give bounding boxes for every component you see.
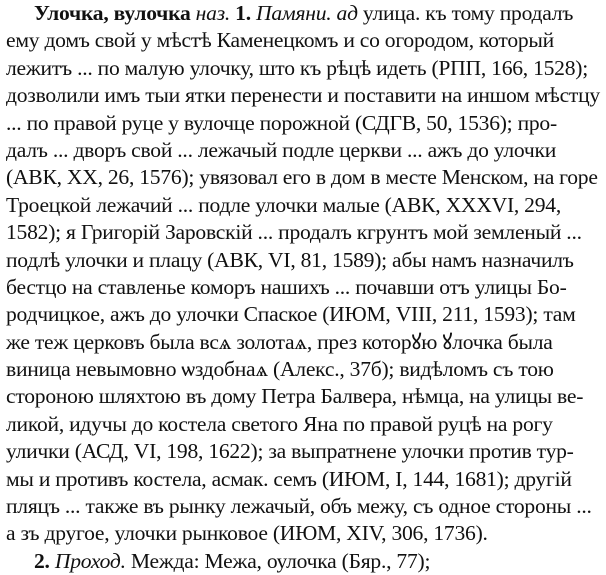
entry-line	[6, 274, 602, 301]
entry-line	[6, 466, 602, 493]
entry-text: виница невымовно ѡздобнаѧ (Алекс., 37б); видѣломъ съ тою	[6, 357, 554, 382]
entry-text: наз.	[190, 1, 236, 25]
entry-text: 1.	[235, 1, 257, 25]
entry-text: Троецкой лежачий ... подле улочки малые (АВК, XXXVI, 294,	[6, 192, 561, 217]
entry-line	[6, 247, 602, 274]
entry-text: (АВК, XX, 26, 1576); увязовал его в дом в месте Менском, на горе	[6, 165, 598, 190]
entry-text: ... по правой руце у вулочце порожной (СДГВ, 50, 1536); про-	[6, 110, 557, 135]
entry-line	[6, 438, 602, 465]
entry-line	[6, 301, 602, 328]
entry-text: улица. къ тому продалъ	[357, 1, 574, 25]
entry-line	[6, 164, 602, 191]
entry-line	[6, 137, 602, 164]
entry-line	[6, 383, 602, 410]
entry-line	[6, 82, 602, 109]
entry-line	[6, 27, 602, 54]
entry-line	[6, 356, 602, 383]
entry-line	[6, 329, 602, 356]
entry-line	[6, 411, 602, 438]
entry-text: а зъ другое, улочки рынковое (ИЮМ, XIV, 306, 1736).	[6, 521, 488, 546]
entry-line	[6, 55, 602, 82]
entry-line	[6, 493, 602, 520]
entry-text: подлѣ улочки и плацу (АВК, VI, 81, 1589); абы намъ назначилъ	[6, 247, 574, 272]
entry-line	[6, 219, 602, 246]
entry-text: лежитъ ... по малую улочку, што къ рѣцѣ идеть (РПП, 166, 1528);	[6, 55, 588, 80]
entry-text: дозволили имъ тыи ятки перенести и поставити на иншом мѣстцу	[6, 83, 600, 108]
entry-text: пляцъ ... также въ рынку лежачый, объ межу, съ одное стороны ...	[6, 494, 592, 519]
entry-text: мы и противъ костела, асмак. семъ (ИЮМ, I, 144, 1681); другій	[6, 466, 572, 491]
entry-text: же теж церковъ была всѧ золотаѧ, през которꙋю ꙋлочка была	[6, 329, 553, 354]
entry-text: Межда: Межа, оулочка (Бяр., 77);	[125, 548, 431, 573]
entry-text: Улочка, вулочка	[34, 1, 191, 25]
entry-text: ему домъ свой у мѣстѣ Каменецкомъ и со огородом, который	[6, 28, 554, 53]
entry-text: стороною шляхтою въ дому Петра Балвера, нѣмца, на улицы ве-	[6, 384, 584, 409]
entry-line	[6, 0, 602, 27]
entry-text: улички (АСД, VI, 198, 1622); за выпратнене улочки против тур-	[6, 439, 574, 464]
entry-text: далъ ... дворъ свой ... лежачый подле церкви ... ажъ до улочки	[6, 137, 557, 162]
entry-line	[6, 192, 602, 219]
entry-text: 2.	[34, 548, 55, 573]
entry-text: ликой, идучы до костела светого Яна по правой руцѣ на рогу	[6, 411, 553, 436]
entry-line	[6, 548, 602, 575]
entry-text: Проход.	[54, 548, 126, 573]
entry-text: Памяни. ад	[256, 1, 358, 25]
entry-text: бестцо на ставленье коморъ нашихъ ... почавши отъ улицы Бо-	[6, 274, 567, 299]
entry-text: родчицкое, ажъ до улочки Спаское (ИЮМ, VIII, 211, 1593); там	[6, 302, 576, 327]
entry-line	[6, 520, 602, 547]
entry-line	[6, 110, 602, 137]
entry-text: 1582); я Григорій Заровскій ... продалъ кгрунтъ мой земленый ...	[6, 220, 582, 245]
